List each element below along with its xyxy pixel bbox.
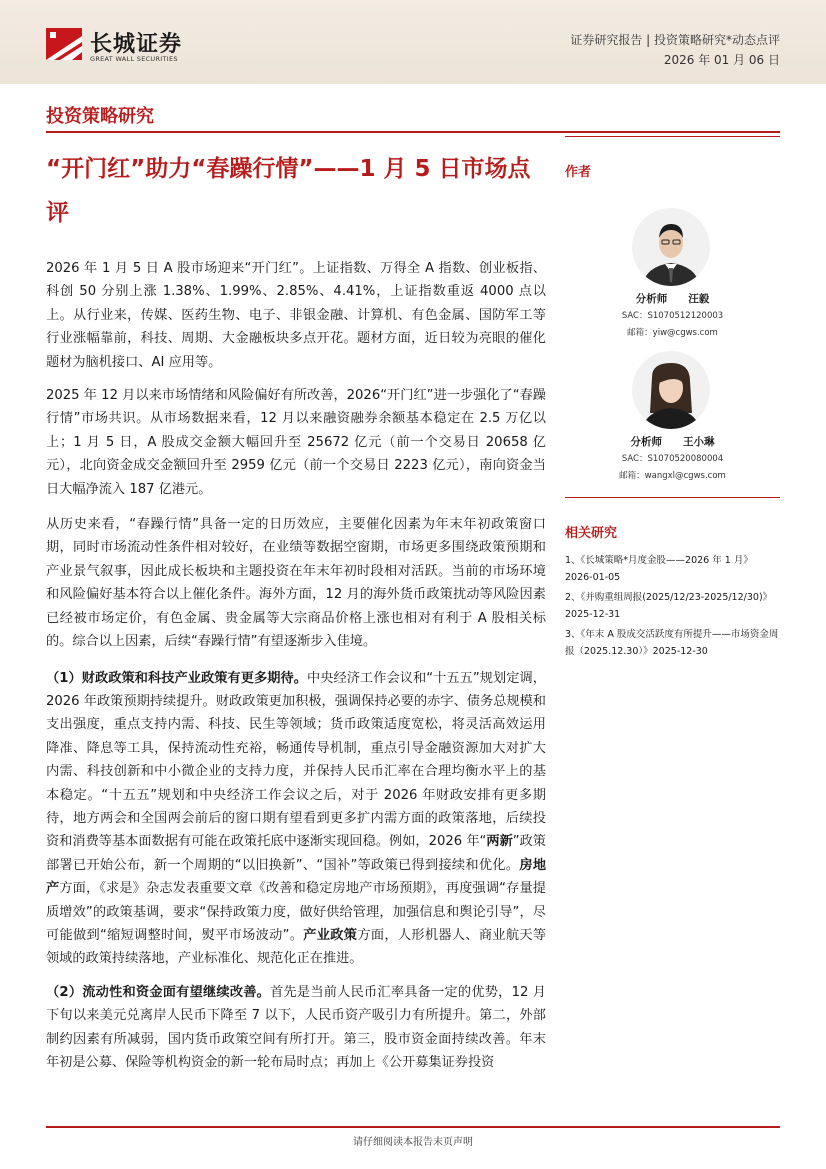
author-heading: 作者	[565, 136, 780, 180]
header-meta	[570, 30, 780, 70]
point-1-text-d: 方面，人形机器人、商业航天等领域的政策持续落地，产业标准化、规范化正在推进。	[46, 927, 547, 967]
analyst-1-sac: SAC：S1070512120003	[621, 311, 724, 321]
great-wall-logo	[46, 28, 82, 60]
related-research-list	[565, 553, 780, 665]
point-1-text-b: ”政策部署已开始公布，新一个周期的“以旧换新”、“国补”等政策已得到接续和优化。	[46, 834, 546, 873]
analyst-2-sac: SAC：S1070520080004	[621, 454, 724, 464]
point-1-bold-real-estate: 房地产	[46, 857, 547, 897]
related-heading: 相关研究	[565, 497, 780, 541]
logo-text-cn: 长城证券	[90, 32, 183, 57]
related-item[interactable]: 2、《并购重组周报(2025/12/23-2025/12/30)》2025-12-31	[565, 592, 773, 620]
body-paragraph-2: 2025 年 12 月以来市场情绪和风险偏好有所改善，2026“开门红”进一步强化了“春躁行情”市场共识。从市场数据来看，12 月以来融资融券余额基本稳定在 2.5 万亿以上；1 月 5 日，A 股成交金额大幅回升至 25672 亿元（前一个交易日 20658 亿元），北向资金成交金额回升至 2959 亿元（前一个交易日 2223 亿元），南向资金当日大幅净流入 187 亿港元。	[46, 388, 546, 497]
related-item[interactable]: 3、《年末 A 股成交活跃度有所提升——市场资金周报（2025.12.30）》2025-12-30	[565, 629, 779, 657]
point-1-bold-two-new: 两新	[486, 834, 513, 850]
section-title: 投资策略研究	[46, 106, 154, 127]
analyst-1-email: 邮箱：yiw@cgws.com	[627, 328, 718, 338]
footer-disclaimer: 请仔细阅读本报告末页声明	[353, 1137, 473, 1148]
analyst-1-name: 分析师 汪毅	[635, 293, 710, 305]
report-body	[46, 257, 546, 1084]
title-rule	[46, 131, 780, 133]
body-paragraph-3: 从历史来看，“春躁行情”具备一定的日历效应，主要催化因素为年末年初政策窗口期，同时市场流动性条件相对较好，在业绩等数据空窗期，市场更多围绕政策预期和产业景气叙事，因此成长板块和主题投资在年末年初时段相对活跃。当前的市场环境和风险偏好基本符合以上催化条件。海外方面，12 月的海外货币政策扰动等风险因素已经被市场定价，有色金属、贵金属等大宗商品价格上涨也相对有利于 A 股相关标的。综合以上因素，后续“春躁行情”有望逐渐步入佳境。	[46, 517, 546, 650]
report-title: “开门红”助力“春躁行情”——1 月 5 日市场点评	[46, 156, 531, 226]
point-1-heading: （1）财政政策和科技产业政策有更多期待。	[46, 670, 307, 686]
point-1-text-c: 方面，《求是》杂志发表重要文章《改善和稳定房地产市场预期》，再度强调“存量提质增效”的政策基调，要求“保持政策力度，做好供给管理，加强信息和舆论引导”，尽可能做到“缩短调整时间，熨平市场波动”。	[46, 881, 546, 943]
analyst-2-name: 分析师 王小琳	[630, 436, 715, 448]
body-paragraph-1: 2026 年 1 月 5 日 A 股市场迎来“开门红”。上证指数、万得全 A 指数、创业板指、科创 50 分别上涨 1.38%、1.99%、2.85%、4.41%，上证指数重返 4000 点以上。从行业来，传媒、医药生物、电子、非银金融、计算机、有色金属、国防军工等行业涨幅靠前，科技、周期、大金融板块多点开花。题材方面，近日较为亮眼的催化题材为脑机接口、AI 应用等。	[46, 261, 546, 370]
point-1-bold-industry: 产业政策	[303, 927, 358, 943]
report-type: 证券研究报告 | 投资策略研究*动态点评	[570, 33, 780, 47]
footer-rule	[46, 1126, 780, 1128]
analyst-2-email: 邮箱：wangxl@cgws.com	[619, 471, 726, 481]
point-1-text-a: 中央经济工作会议和“十五五”规划定调，2026 年政策预期持续提升。财政政策更加积极，强调保持必要的赤字、债务总规模和支出强度，重点支持内需、科技、民生等领域；货币政策适度宽松，将灵活高效运用降准、降息等工具，保持流动性充裕，畅通传导机制，重点引导金融资源加大对扩大内需、科技创新和中小微企业的支持力度，并保持人民币汇率在合理均衡水平上的基本稳定。“十五五”规划和中央经济工作会议之后，对于 2026 年财政安排有更多期待，地方两会和全国两会前后的窗口期有望看到更多扩内需方面的政策落地，后续投资和消费等基本面数据有可能在政策托底中逐渐实现回稳。例如，2026 年“	[46, 670, 546, 850]
related-item[interactable]: 1、《长城策略*月度金股——2026 年 1 月》2026-01-05	[565, 555, 753, 583]
analyst-1-avatar	[632, 208, 710, 286]
analyst-2-avatar	[632, 351, 710, 429]
body-paragraph-5	[46, 981, 546, 1075]
point-2-heading: （2）流动性和资金面有望继续改善。	[46, 984, 271, 1000]
report-date: 2026 年 01 月 06 日	[663, 53, 780, 67]
body-paragraph-4	[46, 667, 546, 971]
logo-text-en: GREAT WALL SECURITIES	[90, 55, 178, 63]
point-2-text: 首先是当前人民币汇率具备一定的优势，12 月下旬以来美元兑离岸人民币下降至 7 以下，人民币资产吸引力有所提升。第二，外部制约因素有所减弱，国内货币政策空间有所打开。第三，股市资金面持续改善。年末年初是公募、保险等机构资金的新一轮布局时点；再加上《公开募集证券投资	[46, 984, 546, 1070]
